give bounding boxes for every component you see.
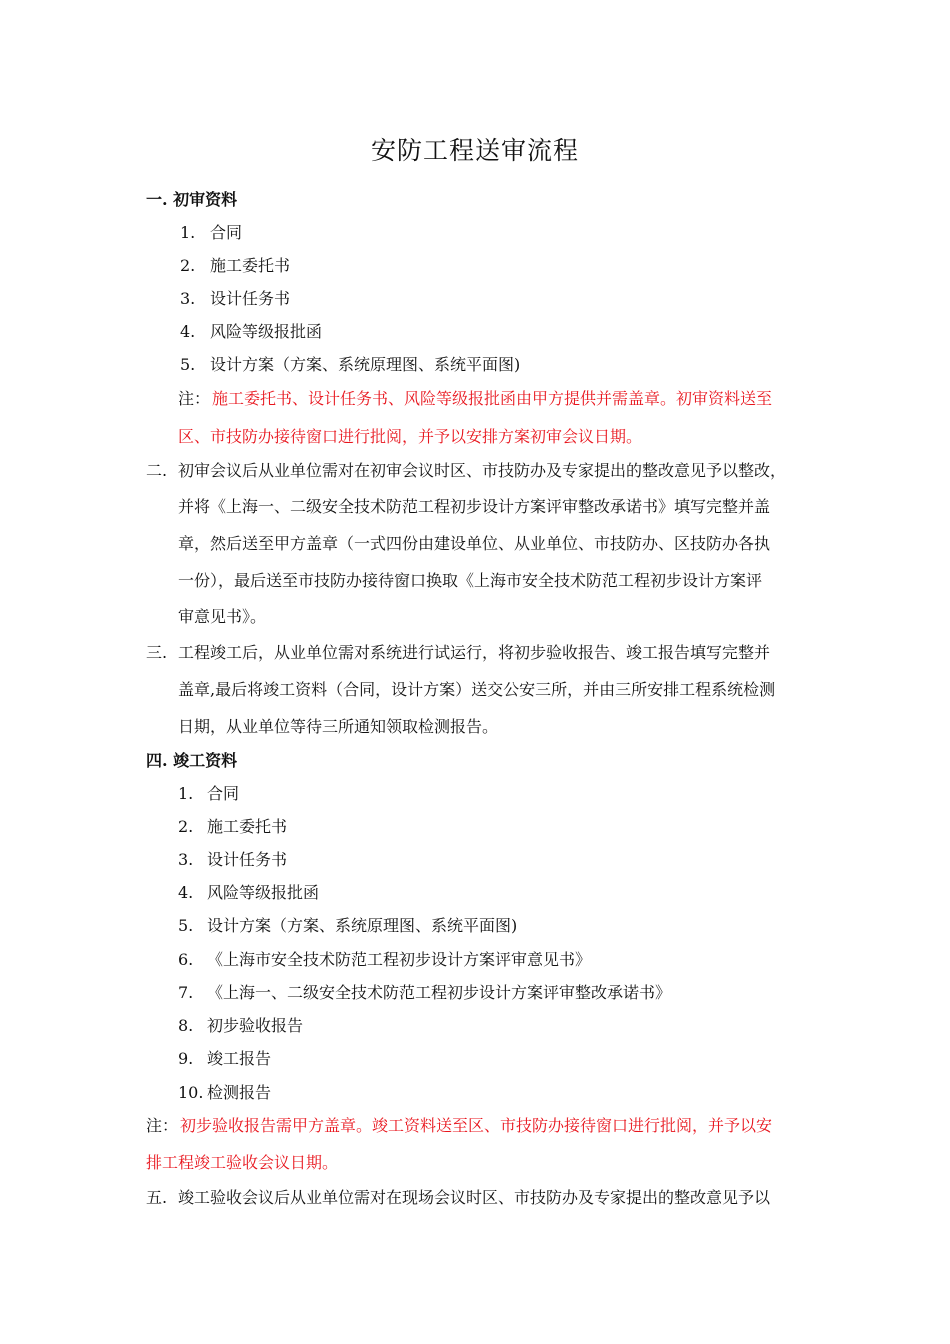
- list-item-number: 4.: [180, 322, 196, 341]
- paragraph-line: 工程竣工后，从业单位需对系统进行试运行，将初步验收报告、竣工报告填写完整并: [178, 643, 771, 662]
- section-5-number: 五.: [146, 1188, 168, 1207]
- list-item: 风险等级报批函: [210, 322, 323, 341]
- list-item: 《上海市安全技术防范工程初步设计方案评审意见书》: [207, 950, 592, 969]
- list-item: 合同: [210, 223, 243, 242]
- list-item: 检测报告: [207, 1083, 272, 1102]
- list-item: 竣工报告: [207, 1049, 272, 1068]
- list-item: 设计方案（方案、系统原理图、系统平面图): [207, 916, 518, 935]
- list-item: 施工委托书: [207, 817, 288, 836]
- paragraph-line: 章，然后送至甲方盖章（一式四份由建设单位、从业单位、市技防办、区技防办各执: [178, 534, 771, 553]
- list-item: 设计任务书: [207, 850, 288, 869]
- list-item-number: 6.: [178, 950, 194, 969]
- paragraph-line: 审意见书》。: [178, 607, 267, 626]
- list-item-number: 4.: [178, 883, 194, 902]
- paragraph-line: 盖章,最后将竣工资料（合同，设计方案）送交公安三所，并由三所安排工程系统检测: [178, 680, 776, 699]
- note-label: 注：: [146, 1116, 179, 1135]
- note-text: 区、市技防办接待窗口进行批阅，并予以安排方案初审会议日期。: [178, 427, 643, 446]
- section-3-number: 三.: [146, 643, 168, 662]
- list-item-number: 5.: [180, 355, 196, 374]
- paragraph-line: 并将《上海一、二级安全技术防范工程初步设计方案评审整改承诺书》填写完整并盖: [178, 497, 771, 516]
- list-item-number: 2.: [180, 256, 196, 275]
- list-item-number: 3.: [178, 850, 194, 869]
- list-item-number: 10.: [178, 1083, 204, 1102]
- section-1-heading: 一. 初审资料: [146, 190, 238, 209]
- list-item-number: 1.: [180, 223, 196, 242]
- list-item-number: 8.: [178, 1016, 194, 1035]
- note-text: 排工程竣工验收会议日期。: [146, 1153, 339, 1172]
- list-item: 设计任务书: [210, 289, 291, 308]
- paragraph-line: 一份），最后送至市技防办接待窗口换取《上海市安全技术防范工程初步设计方案评: [178, 571, 763, 590]
- list-item-number: 2.: [178, 817, 194, 836]
- section-2-number: 二.: [146, 461, 168, 480]
- list-item: 合同: [207, 784, 240, 803]
- paragraph-line: 初审会议后从业单位需对在初审会议时区、市技防办及专家提出的整改意见予以整改，: [178, 461, 787, 480]
- note-label: 注：: [178, 389, 211, 408]
- paragraph-line: 竣工验收会议后从业单位需对在现场会议时区、市技防办及专家提出的整改意见予以: [178, 1188, 771, 1207]
- list-item-number: 9.: [178, 1049, 194, 1068]
- page-title: 安防工程送审流程: [370, 136, 579, 165]
- list-item-number: 3.: [180, 289, 196, 308]
- paragraph-line: 日期，从业单位等待三所通知领取检测报告。: [178, 717, 499, 736]
- list-item-number: 7.: [178, 983, 194, 1002]
- list-item: 风险等级报批函: [207, 883, 320, 902]
- list-item-number: 1.: [178, 784, 194, 803]
- section-4-heading: 四. 竣工资料: [146, 751, 238, 770]
- note-text: 施工委托书、设计任务书、风险等级报批函由甲方提供并需盖章。初审资料送至: [212, 389, 773, 408]
- list-item: 设计方案（方案、系统原理图、系统平面图): [210, 355, 521, 374]
- list-item: 《上海一、二级安全技术防范工程初步设计方案评审整改承诺书》: [207, 983, 672, 1002]
- list-item-number: 5.: [178, 916, 194, 935]
- list-item: 初步验收报告: [207, 1016, 304, 1035]
- list-item: 施工委托书: [210, 256, 291, 275]
- note-text: 初步验收报告需甲方盖章。竣工资料送至区、市技防办接待窗口进行批阅，并予以安: [180, 1116, 773, 1135]
